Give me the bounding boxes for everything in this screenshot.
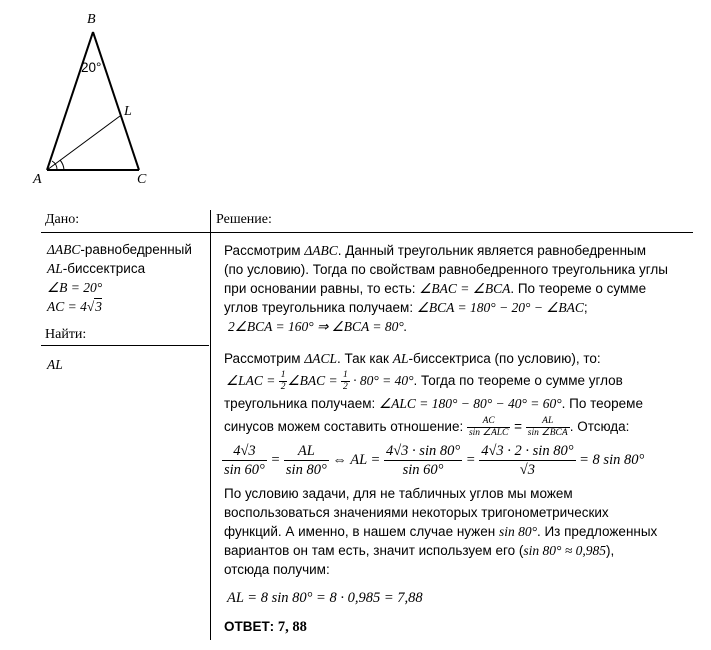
ratio-al-num: AL [526,416,570,428]
p1-line-5: 2∠BCA = 160° ⇒ ∠BCA = 80°. [228,319,408,334]
eq-frac-2 [284,442,329,479]
given-side-ac-prefix: AC = 4 [47,299,87,314]
p2-l2-d: . Тогда по теореме о сумме углов [413,373,623,388]
p2-l2-b: ∠BAC = [287,373,341,388]
p3-line-1: По условию задачи, для не табличных углов мы можем [224,486,573,501]
p1-l4-b: ; [583,300,588,315]
eq-iff: ⇔ [332,451,347,468]
p2-l4-eq: = [510,419,526,434]
given-isosceles-text: -равнобедренный [80,242,192,257]
p2-l3-a: треугольника получаем: [224,396,379,411]
find-header: Найти: [45,327,87,342]
p2-l1-math2: AL [392,351,409,366]
answer-line [224,619,307,636]
answer-label: ОТВЕТ: [224,619,278,634]
main-equation [222,442,644,479]
ratio-ac-den: sin ∠ALC [468,427,509,438]
p2-l2-half-2 [341,370,350,393]
ratio-al-den: sin ∠BCA [527,427,568,438]
eq-equals-2: = [465,451,476,468]
p2-line-1 [224,349,601,368]
given-angle-b: ∠B = 20° [47,280,103,295]
eq-frac-1 [222,442,267,479]
p2-l3-b: . По теореме [561,396,643,411]
p1-l3-a: при основании равны, то есть: [224,281,420,296]
p3-l4-b: ), [605,543,615,558]
p3-line-2: воспользоваться значениями некоторых тригонометрических [224,505,609,520]
triangle-figure [0,0,200,200]
eq-f1-num: 4√3 [222,442,267,461]
p2-l4-a: синусов можем составить отношение: [224,419,467,434]
eq-f3-num: 4√3 · sin 80° [385,443,461,459]
given-triangle: ΔABC [47,242,81,257]
eq-result: = 8 sin 80° [579,451,645,468]
p2-l1-a: Рассмотрим [224,351,305,366]
half-1-num: 1 [280,369,286,380]
given-line-2 [47,259,145,278]
p1-l4-math: ∠BCA = 180° − 20° − ∠BAC [416,300,584,315]
p3-line-5: отсюда получим: [224,562,330,577]
given-bisector-text: -биссектриса [62,261,146,276]
p2-l2-c: · 80° = 40° [349,373,414,388]
given-side-ac: AC = 4√3 [47,299,103,314]
angle-label-b: 20° [81,60,102,75]
p3-l3-a: функций. А именно, в нашем случае нужен [224,524,499,539]
vertex-label-a: A [33,172,42,187]
eq-equals: = [270,451,281,468]
p3-line-4 [224,541,614,560]
p2-l4-b: . Отсюда: [569,419,630,434]
eq-f2-num: AL [284,442,329,461]
column-divider [210,210,211,640]
p2-line-2 [226,369,623,393]
eq-frac-3 [384,442,462,479]
ratio-ac [467,416,510,439]
p2-l1-c: -биссектриса (по условию), то: [408,351,601,366]
p1-l1-math: ΔABC [304,243,338,258]
eq-f3-den: sin 60° [402,462,444,478]
given-line-1 [47,240,192,259]
eq-f4-num: 4√3 · 2 · sin 80° [481,443,574,459]
p1-l1-b: . Данный треугольник является равнобедренным [337,243,647,258]
half-2-num: 1 [342,369,348,380]
ratio-ac-num: AC [467,416,510,428]
vertex-label-c: C [137,172,147,187]
p3-line-3 [224,522,657,541]
given-side-ac-radicand: 3 [95,299,103,314]
p2-l1-math: ΔACL [304,351,338,366]
solution-header: Решение: [216,212,272,227]
p3-l4-math: sin 80° ≈ 0,985 [523,543,606,558]
eq-f4-den: √3 [519,462,535,478]
find-value: AL [47,357,63,372]
p1-line-2: (по условию). Тогда по свойствам равнобедренного треугольника углы [224,262,668,277]
p1-l4-a: углов треугольника получаем: [224,300,417,315]
angle-arc-a2 [60,160,64,170]
bisector-al [47,116,120,170]
p2-line-4 [224,413,629,441]
final-equation: AL = 8 sin 80° = 8 · 0,985 = 7,88 [227,590,423,606]
eq-f1-den: sin 60° [224,462,265,478]
p1-line-4 [224,298,588,317]
p3-l3-math: sin 80° [498,524,537,539]
p2-l1-b: . Так как [337,351,393,366]
header-divider [41,232,693,233]
answer-value: 7, 88 [277,619,307,635]
p1-l1-a: Рассмотрим [224,243,305,258]
vertex-label-b: B [87,12,96,27]
eq-f2-den: sin 80° [285,462,327,478]
p1-line-3 [224,279,646,298]
point-label-l: L [124,104,132,119]
p1-l3-math: ∠BAC = ∠BCA [419,281,511,296]
given-header: Дано: [45,212,80,227]
eq-al: AL = [350,451,381,468]
p1-line-1 [224,241,646,260]
side-ab [47,32,93,170]
side-bc [93,32,139,170]
p3-l3-b: . Из предложенных [536,524,658,539]
find-divider [41,345,209,346]
given-bisector-name: AL [47,261,63,276]
half-1-den: 2 [280,381,286,392]
p2-l2-a: ∠LAC = [226,373,279,388]
p1-l3-b: . По теореме о сумме [510,281,647,296]
eq-frac-4 [479,442,575,479]
half-2-den: 2 [342,381,348,392]
p2-l3-math: ∠ALC = 180° − 80° − 40° = 60° [379,396,562,411]
ratio-al [526,416,570,439]
p2-line-3 [224,394,643,413]
p3-l4-a: вариантов он там есть, значит используем его ( [224,543,524,558]
